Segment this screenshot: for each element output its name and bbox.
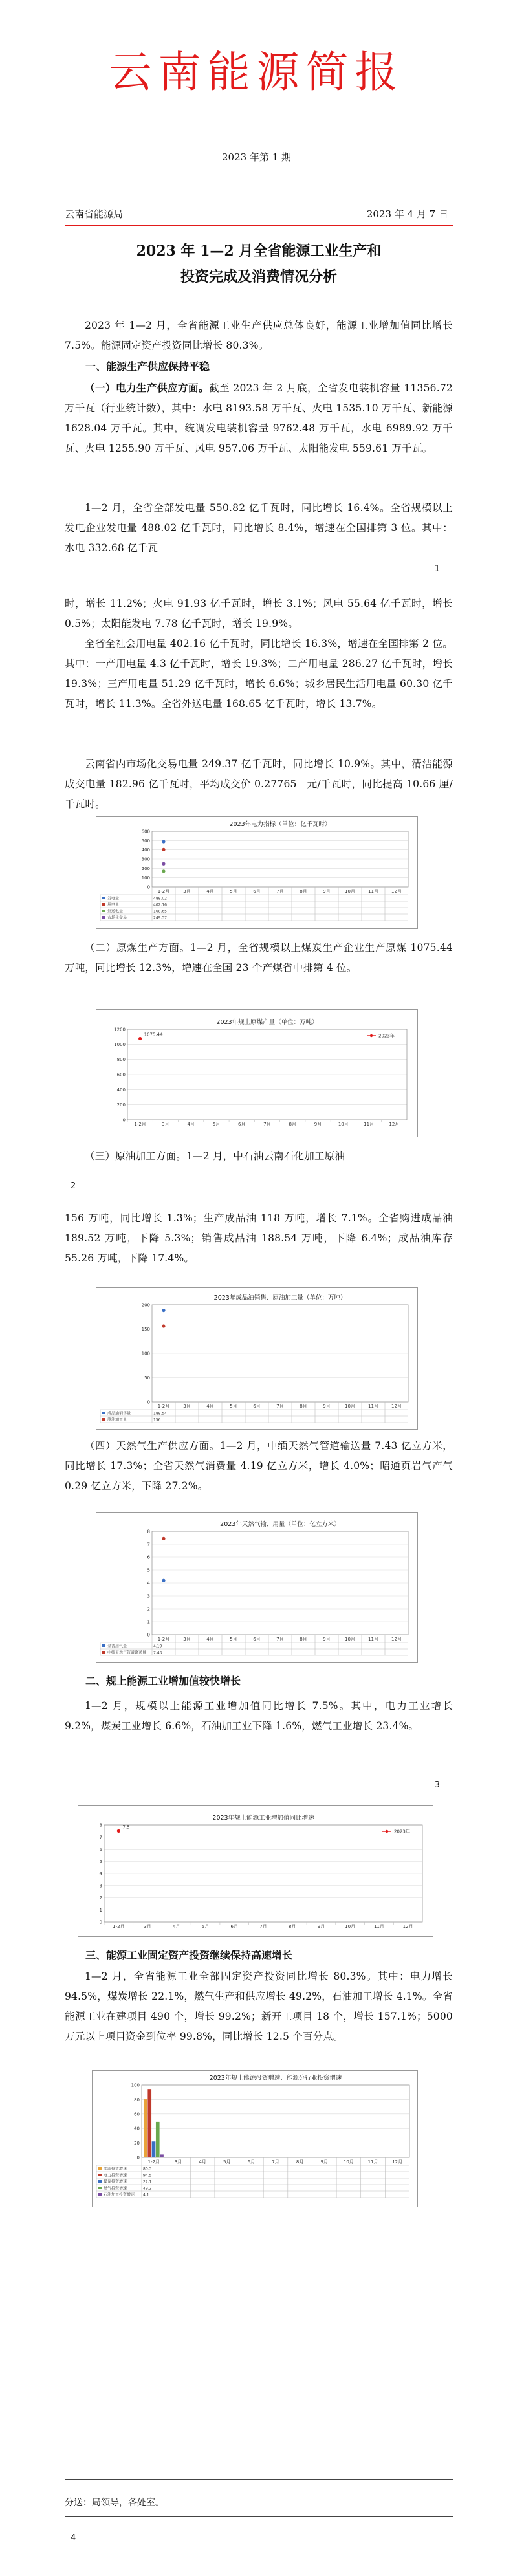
coal-paragraph: （二）原煤生产方面。1—2 月，全省规模以上煤炭生产企业生产原煤 1075.44 万吨，同比增长 12.3%，增速在全国 23 个产煤省中排第 4 位。 [65, 942, 453, 974]
x-tick-label: 1-2月 [157, 1637, 170, 1642]
x-tick-label: 11月 [364, 1122, 375, 1127]
table-series-name: 用电量 [107, 902, 120, 908]
y-tick-label: 0 [147, 1632, 150, 1638]
issue-number: 2023 年第 1 期 [221, 151, 292, 163]
y-tick-label: 6 [147, 1555, 150, 1560]
investment-paragraph: 1—2 月，全省能源工业全部固定资产投资同比增长 80.3%。其中：电力增长 94.5%，煤炭增长 22.1%，燃气生产和供应增长 49.2%，石油加工增长 4.1%。全省能源工业在建项目 490 个，增长 99.2%；新开工项目 18 个，增长 157.1%；5000 万元以上项目资金到位率 99.8%，同比增长 12.5 个百分点。 [65, 1970, 453, 2042]
legend-label: 2023年 [394, 1829, 410, 1835]
gas-chart [96, 1512, 418, 1663]
investment-chart [92, 2070, 418, 2207]
x-tick-label: 11月 [368, 889, 378, 894]
y-tick-label: 150 [141, 1327, 150, 1332]
x-tick-label: 7月 [276, 1637, 284, 1642]
page-number-2: —2— [62, 1181, 85, 1191]
legend-label: 2023年 [378, 1033, 395, 1039]
x-tick-label: 3月 [183, 1404, 191, 1409]
chart-title: 2023年规上能源投资增速、能源分行业投资增速 [209, 2075, 342, 2082]
chart-title: 2023年成品油销售、原油加工量（单位：万吨） [213, 1294, 347, 1302]
y-tick-label: 800 [116, 1057, 126, 1063]
footer-divider-top [65, 2479, 453, 2480]
table-value: 7.43 [153, 1650, 162, 1655]
x-tick-label: 10月 [343, 2159, 354, 2165]
bar [147, 2089, 151, 2157]
power-paragraph-4: 云南省内市场化交易电量 249.37 亿千瓦时，同比增长 10.9%。其中，清洁能源成交电量 182.96 亿千瓦时，平均成交价 0.27765 元/千瓦时，同比提高 10.66 厘/千瓦时。 [65, 758, 453, 810]
x-tick-label: 8月 [289, 1122, 297, 1127]
table-value: 4.19 [153, 1644, 162, 1649]
x-tick-label: 5月 [230, 889, 237, 894]
table-series-name: 能源投资增速 [104, 2167, 127, 2172]
x-tick-label: 5月 [212, 1122, 221, 1127]
table-legend-key [102, 903, 105, 906]
oil-paragraph-1: （三）原油加工方面。1—2 月，中石油云南石化加工原油 [85, 1150, 345, 1162]
y-tick-label: 2 [147, 1606, 150, 1612]
data-point [162, 862, 165, 866]
y-tick-label: 1 [99, 1907, 102, 1913]
x-tick-label: 1-2月 [157, 889, 170, 894]
y-tick-label: 7 [99, 1835, 102, 1840]
data-point [162, 869, 165, 873]
masthead-title: 云南能源简报 [109, 47, 404, 97]
y-tick-label: 0 [99, 1919, 102, 1925]
table-legend-key [98, 2193, 102, 2196]
x-tick-label: 12月 [392, 2159, 403, 2165]
x-tick-label: 3月 [183, 1637, 191, 1642]
article-title-line1: 2023 年 1—2 月全省能源工业生产和 [136, 243, 382, 259]
y-tick-label: 600 [141, 829, 150, 835]
y-tick-label: 4 [147, 1580, 150, 1586]
y-tick-label: 0 [147, 1399, 150, 1405]
value-added-chart-svg [78, 1806, 433, 1936]
y-tick-label: 20 [134, 2141, 140, 2146]
x-tick-label: 5月 [230, 1404, 237, 1409]
data-point [162, 840, 165, 843]
bar [152, 2141, 156, 2157]
distribution-note: 分送：局领导，各处室。 [65, 2498, 164, 2508]
y-tick-label: 400 [116, 1087, 126, 1093]
x-tick-label: 7月 [272, 2159, 279, 2165]
y-tick-label: 0 [147, 884, 150, 890]
x-tick-label: 8月 [300, 1404, 307, 1409]
bar [160, 2154, 164, 2157]
section2-heading: 二、规上能源工业增加值较快增长 [85, 1675, 241, 1687]
power-paragraph-1 [65, 378, 453, 459]
table-series-name: 发电量 [107, 896, 120, 901]
y-tick-label: 5 [147, 1567, 150, 1573]
power-text-1: 截至 2023 年 2 月底，全省发电装机容量 11356.72 万千瓦（行业统计数），其中：水电 8193.58 万千瓦、火电 1535.10 万千瓦、新能源 1628.04 万千瓦。其中，统调发电装机容量 9762.48 万千瓦，水电 6989.92 万千瓦、火电 1255.90 万千瓦、风电 957.06 万千瓦、太阳能发电 559.61 万千瓦。 [65, 382, 453, 454]
x-tick-label: 10月 [345, 1924, 356, 1929]
x-tick-label: 3月 [162, 1122, 169, 1127]
x-tick-label: 9月 [314, 1122, 322, 1127]
x-tick-label: 10月 [345, 1404, 355, 1409]
y-tick-label: 100 [141, 1351, 150, 1357]
table-value: 4.1 [143, 2192, 149, 2198]
y-tick-label: 4 [99, 1871, 102, 1877]
x-tick-label: 12月 [402, 1924, 413, 1929]
bar [156, 2122, 160, 2157]
y-tick-label: 8 [99, 1822, 102, 1828]
x-tick-label: 6月 [253, 889, 261, 894]
y-tick-label: 200 [116, 1102, 126, 1108]
x-tick-label: 5月 [223, 2159, 231, 2165]
table-legend-key [102, 1418, 105, 1421]
table-value: 49.2 [143, 2186, 152, 2191]
table-value: 402.16 [153, 902, 167, 908]
value-added-paragraph: 1—2 月，规模以上能源工业增加值同比增长 7.5%。其中，电力工业增长 9.2%，煤炭工业增长 6.6%，石油加工业下降 1.6%，燃气工业增长 23.4%。 [65, 1700, 453, 1732]
chart-title: 2023年规上原煤产量（单位：万吨） [216, 1019, 318, 1026]
y-tick-label: 7 [147, 1542, 150, 1547]
x-tick-label: 1-2月 [147, 2159, 160, 2165]
y-tick-label: 3 [99, 1883, 102, 1889]
x-tick-label: 9月 [317, 1924, 325, 1929]
x-tick-label: 12月 [391, 889, 402, 894]
publish-date: 2023 年 4 月 7 日 [366, 208, 448, 220]
table-legend-key [102, 1412, 105, 1414]
x-tick-label: 7月 [263, 1122, 271, 1127]
x-tick-label: 1-2月 [157, 1404, 170, 1409]
chart-title: 2023年规上能源工业增加值同比增速 [212, 1815, 314, 1822]
x-tick-label: 12月 [389, 1122, 400, 1127]
x-tick-label: 1-2月 [113, 1924, 125, 1929]
y-tick-label: 100 [141, 875, 150, 881]
data-point [162, 848, 165, 851]
y-tick-label: 5 [99, 1859, 102, 1864]
table-series-name: 煤炭投资增速 [104, 2179, 127, 2185]
x-tick-label: 6月 [237, 1122, 246, 1127]
x-tick-label: 6月 [253, 1404, 261, 1409]
section3-heading: 三、能源工业固定资产投资继续保持高速增长 [85, 1949, 293, 1961]
x-tick-label: 7月 [276, 889, 284, 894]
x-tick-label: 4月 [206, 1404, 214, 1409]
x-tick-label: 12月 [391, 1637, 402, 1642]
power-label: （一）电力生产供应方面。 [85, 382, 209, 394]
gas-chart-svg [96, 1513, 417, 1662]
y-tick-label: 6 [99, 1847, 102, 1852]
x-tick-label: 8月 [300, 1637, 307, 1642]
table-value: 488.02 [153, 896, 167, 901]
y-tick-label: 200 [141, 866, 150, 871]
gas-paragraph: （四）天然气生产供应方面。1—2 月，中缅天然气管道输送量 7.43 亿立方米，同比增长 17.3%；全省天然气消费量 4.19 亿立方米，增长 4.0%；昭通页岩气产气 0.29 亿立方米，下降 27.2%。 [65, 1440, 453, 1492]
table-legend-key [98, 2167, 102, 2170]
x-tick-label: 9月 [323, 889, 331, 894]
table-legend-key [98, 2174, 102, 2176]
y-tick-label: 100 [131, 2082, 140, 2088]
table-legend-key [102, 897, 105, 899]
y-tick-label: 0 [136, 2155, 140, 2161]
x-tick-label: 8月 [288, 1924, 296, 1929]
data-label: 1075.44 [144, 1032, 163, 1038]
x-tick-label: 4月 [199, 2159, 206, 2165]
y-tick-label: 300 [141, 857, 150, 862]
publisher: 云南省能源局 [65, 208, 124, 220]
x-tick-label: 7月 [276, 1404, 284, 1409]
section1-heading: 一、能源生产供应保持平稳 [85, 360, 210, 373]
x-tick-label: 11月 [368, 1404, 378, 1409]
page-number-3: —3— [426, 1780, 448, 1790]
x-tick-label: 9月 [320, 2159, 329, 2165]
legend-marker [386, 1830, 388, 1833]
power-paragraph-2: 1—2 月，全省全部发电量 550.82 亿千瓦时，同比增长 16.4%。全省规模以上发电企业发电量 488.02 亿千瓦时，同比增长 8.4%，增速在全国排第 3 位。其中：水电 332.68 亿千瓦 [65, 502, 453, 554]
oil-chart [96, 1287, 418, 1430]
x-tick-label: 11月 [368, 1637, 378, 1642]
table-legend-key [98, 2187, 102, 2189]
y-tick-label: 1000 [114, 1042, 126, 1047]
oil-paragraph-2: 156 万吨，同比增长 1.3%；生产成品油 118 万吨，增长 7.1%。全省购进成品油 189.52 万吨，下降 5.3%；销售成品油 188.54 万吨，下降 6.4%；成品油库存 55.26 万吨，下降 17.4%。 [65, 1212, 453, 1264]
table-series-name: 电力投资增速 [104, 2173, 127, 2178]
table-value: 94.5 [143, 2173, 152, 2178]
investment-chart-svg [93, 2071, 417, 2207]
y-tick-label: 80 [134, 2097, 140, 2102]
table-value: 168.65 [153, 909, 167, 914]
power-paragraph-2-cont: 时，增长 11.2%；火电 91.93 亿千瓦时，增长 3.1%；风电 55.64 亿千瓦时，增长 0.5%；太阳能发电 7.78 亿千瓦时，增长 19.9%。 [65, 598, 453, 629]
x-tick-label: 4月 [206, 1637, 214, 1642]
chart-title: 2023年天然气输、用量（单位：亿立方米） [220, 1521, 340, 1528]
x-tick-label: 10月 [345, 889, 355, 894]
y-tick-label: 50 [144, 1375, 150, 1381]
table-series-name: 全省用气量 [107, 1644, 127, 1649]
data-point [162, 1309, 165, 1312]
footer-divider-bottom [65, 2516, 453, 2517]
table-legend-key [98, 2180, 102, 2183]
legend-marker [370, 1034, 373, 1037]
y-tick-label: 400 [141, 847, 150, 853]
page-number-1: —1— [426, 564, 448, 574]
x-tick-label: 4月 [206, 889, 214, 894]
x-tick-label: 9月 [323, 1404, 331, 1409]
table-legend-key [102, 916, 105, 919]
y-tick-label: 2 [99, 1895, 102, 1901]
y-tick-label: 40 [134, 2126, 140, 2132]
x-tick-label: 4月 [173, 1924, 180, 1929]
y-tick-label: 600 [116, 1072, 126, 1078]
table-value: 188.54 [153, 1411, 167, 1416]
table-value: 80.3 [143, 2167, 152, 2172]
table-series-name: 燃气投资增速 [104, 2186, 127, 2191]
table-legend-key [102, 910, 105, 912]
intro-paragraph: 2023 年 1—2 月，全省能源工业生产供应总体良好，能源工业增加值同比增长 7.5%。能源固定资产投资同比增长 80.3%。 [65, 320, 453, 351]
data-point [117, 1829, 120, 1833]
y-tick-label: 500 [141, 838, 150, 844]
x-tick-label: 10月 [338, 1122, 349, 1127]
x-tick-label: 3月 [174, 2159, 182, 2165]
x-tick-label: 7月 [259, 1924, 267, 1929]
x-tick-label: 5月 [230, 1637, 237, 1642]
table-legend-key [102, 1651, 105, 1654]
table-series-name: 中缅天然气管道输送量 [107, 1650, 147, 1655]
bar [144, 2099, 147, 2157]
table-value: 22.1 [143, 2179, 152, 2185]
coal-chart-svg [96, 1010, 417, 1137]
x-tick-label: 4月 [187, 1122, 195, 1127]
y-tick-label: 1200 [114, 1027, 126, 1032]
power-chart-svg [96, 817, 417, 928]
page-number-4: —4— [62, 2533, 85, 2543]
x-tick-label: 9月 [323, 1637, 331, 1642]
data-point [162, 1579, 165, 1582]
table-legend-key [102, 1644, 105, 1647]
table-series-name: 成品油销售量 [107, 1411, 131, 1416]
x-tick-label: 12月 [391, 1404, 402, 1409]
power-chart [96, 816, 418, 929]
plot-area [142, 2085, 409, 2157]
x-tick-label: 6月 [253, 1637, 261, 1642]
x-tick-label: 6月 [230, 1924, 239, 1929]
table-series-name: 市场化交易 [107, 915, 127, 921]
x-tick-label: 5月 [201, 1924, 210, 1929]
power-paragraph-3: 全省全社会用电量 402.16 亿千瓦时，同比增长 16.3%，增速在全国排第 2 位。其中：一产用电量 4.3 亿千瓦时，增长 19.3%；二产用电量 286.27 亿千瓦时，增长 19.3%；三产用电量 51.29 亿千瓦时，增长 6.6%；城乡居民生活用电量 60.30 亿千瓦时，增长 11.3%。全省外送电量 168.65 亿千瓦时，增长 13.7%。 [65, 638, 453, 710]
y-tick-label: 0 [122, 1117, 126, 1123]
table-series-name: 外送电量 [107, 909, 124, 914]
header-divider [65, 225, 453, 226]
x-tick-label: 11月 [367, 2159, 378, 2165]
x-tick-label: 11月 [373, 1924, 384, 1929]
x-tick-label: 3月 [144, 1924, 151, 1929]
y-tick-label: 1 [147, 1619, 150, 1625]
x-tick-label: 6月 [247, 2159, 256, 2165]
y-tick-label: 60 [134, 2112, 140, 2117]
x-tick-label: 10月 [345, 1637, 355, 1642]
table-series-name: 原油加工量 [107, 1417, 127, 1423]
data-point [162, 1324, 165, 1327]
oil-chart-svg [96, 1288, 417, 1429]
x-tick-label: 1-2月 [134, 1122, 146, 1127]
data-label: 7.5 [122, 1824, 130, 1830]
y-tick-label: 200 [141, 1302, 150, 1308]
table-value: 249.37 [153, 915, 167, 921]
x-tick-label: 8月 [300, 889, 307, 894]
y-tick-label: 3 [147, 1593, 150, 1599]
x-tick-label: 3月 [183, 889, 191, 894]
coal-chart [96, 1009, 418, 1137]
y-tick-label: 8 [147, 1529, 150, 1534]
table-series-name: 石油加工投资增速 [104, 2192, 135, 2198]
data-point [138, 1037, 142, 1040]
chart-title: 2023年电力指标（单位：亿千瓦时） [229, 821, 331, 828]
table-value: 156 [153, 1417, 161, 1423]
data-point [162, 1537, 165, 1540]
x-tick-label: 8月 [296, 2159, 304, 2165]
article-title-line2: 投资完成及消费情况分析 [180, 268, 337, 285]
value-added-chart [78, 1805, 433, 1937]
